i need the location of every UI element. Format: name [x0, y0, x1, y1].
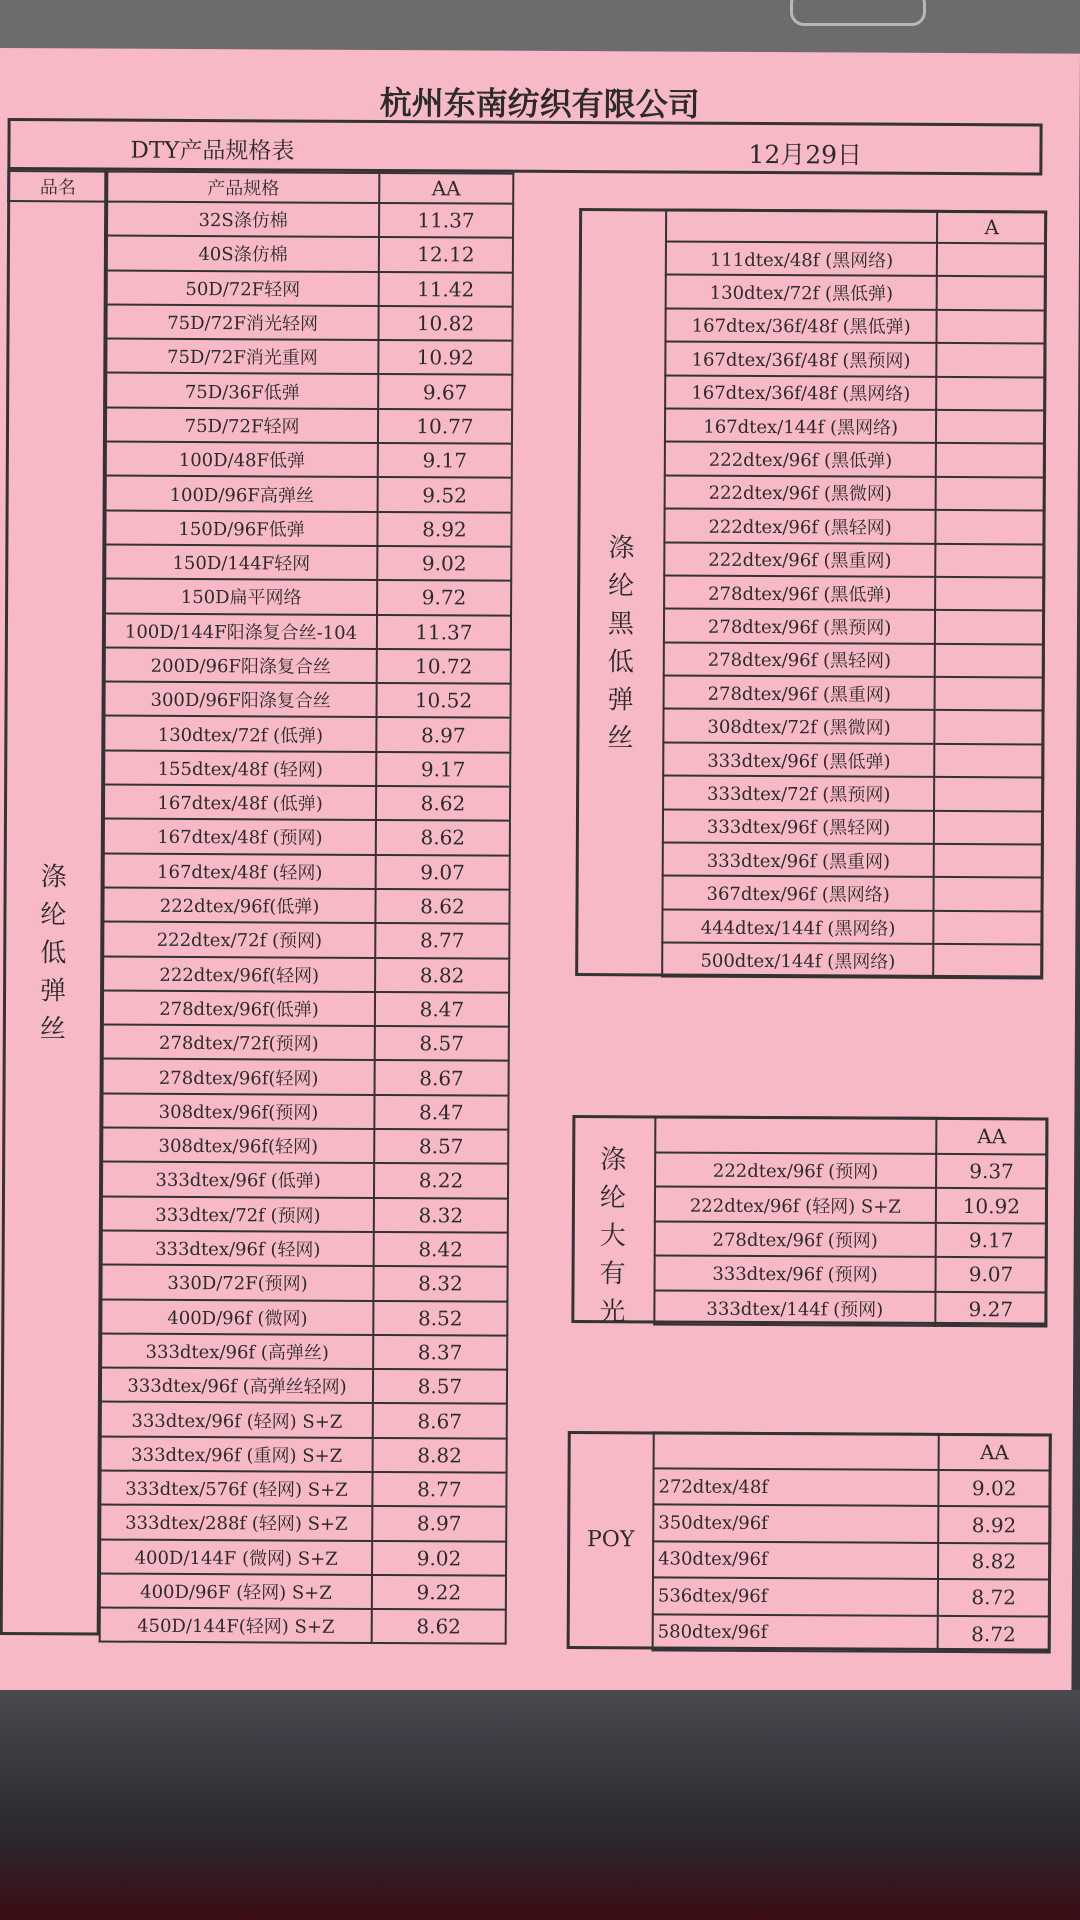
spec-cell: 300D/96F阳涤复合丝: [105, 682, 377, 718]
sheet-date: 12月29日: [748, 139, 863, 170]
price-cell: [934, 844, 1043, 878]
price-cell: 10.52: [376, 683, 510, 718]
spec-cell: 308dtex/72f (黑微网): [663, 709, 934, 744]
price-cell: [937, 276, 1046, 310]
price-cell: 8.32: [373, 1266, 507, 1301]
price-cell: 8.47: [375, 992, 509, 1027]
spec-cell: 400D/144F (微网) S+Z: [100, 1539, 372, 1575]
spec-cell: 150D/96F低弹: [106, 510, 378, 546]
sheet-title: DTY产品规格表: [130, 137, 295, 165]
table-row: [663, 809, 1043, 844]
spec-cell: 222dtex/96f (轻网) S+Z: [655, 1187, 936, 1223]
spec-cell: 450D/144F(轻网) S+Z: [100, 1608, 372, 1644]
price-cell: 8.72: [937, 1579, 1050, 1616]
table-row: [655, 1187, 1047, 1223]
spec-cell: 400D/96f (微网): [102, 1299, 374, 1335]
price-cell: 8.32: [374, 1198, 508, 1233]
spec-cell: 167dtex/48f (预网): [104, 819, 376, 855]
price-cell: 8.82: [375, 958, 509, 993]
spec-cell: 130dtex/72f (低弹): [105, 716, 377, 752]
table-row: [666, 241, 1046, 276]
spec-cell: 167dtex/36f/48f (黑预网): [665, 342, 936, 377]
price-cell: [935, 710, 1044, 744]
price-cell: 10.92: [936, 1188, 1047, 1223]
price-cell: 9.02: [377, 546, 511, 581]
price-cell: 8.62: [371, 1609, 505, 1644]
spec-cell: 222dtex/96f (黑轻网): [664, 509, 935, 544]
table-row: [664, 509, 1044, 544]
spec-cell: 75D/72F消光重网: [107, 339, 379, 375]
spec-cell: 150D扁平网络: [105, 579, 377, 615]
price-cell: [937, 310, 1046, 344]
spec-cell: 333dtex/96f (高弹丝): [101, 1333, 373, 1369]
price-cell: 8.82: [938, 1543, 1051, 1580]
spec-cell: 278dtex/96f (黑预网): [664, 609, 935, 644]
spec-cell: 333dtex/576f (轻网) S+Z: [101, 1471, 373, 1507]
price-cell: 10.92: [378, 340, 512, 375]
price-cell: 8.37: [373, 1335, 507, 1370]
spec-cell: 444dtex/144f (黑网络): [662, 909, 933, 944]
spec-cell: 155dtex/48f (轻网): [104, 750, 376, 786]
black-dty-table: [661, 208, 1047, 979]
spec-cell: 40S涤仿棉: [107, 236, 379, 272]
price-cell: 8.62: [375, 889, 509, 924]
spec-cell: 333dtex/96f (轻网): [102, 1230, 374, 1266]
price-cell: 8.62: [376, 820, 510, 855]
spec-cell: 308dtex/96f(预网): [103, 1093, 375, 1129]
price-cell: 8.92: [938, 1506, 1051, 1543]
price-cell: 11.42: [378, 272, 512, 307]
spec-cell: 278dtex/96f (黑重网): [664, 676, 935, 711]
price-cell: 8.47: [374, 1095, 508, 1130]
table-row: [662, 909, 1042, 944]
table-row: [664, 575, 1044, 610]
spec-cell: 308dtex/96f(轻网): [102, 1128, 374, 1164]
company-title: 杭州东南纺织有限公司: [379, 83, 700, 124]
table-row: [665, 342, 1045, 377]
spec-cell: 278dtex/96f (黑低弹): [664, 575, 935, 610]
spec-cell: 75D/36F低弹: [106, 373, 378, 409]
price-cell: [934, 877, 1043, 911]
price-cell: [936, 510, 1045, 544]
table-row: [665, 442, 1045, 477]
price-cell: 9.27: [935, 1291, 1046, 1326]
price-cell: 9.02: [372, 1541, 506, 1576]
table-row: [655, 1256, 1047, 1292]
category-label-poy: POY: [586, 1527, 635, 1553]
price-cell: 8.92: [377, 512, 511, 547]
price-cell: 11.37: [379, 203, 513, 238]
table-row: [664, 676, 1044, 711]
price-cell: [937, 243, 1046, 277]
table-row: [664, 642, 1044, 677]
spec-cell: 333dtex/96f (重网) S+Z: [101, 1436, 373, 1472]
spec-cell: 367dtex/96f (黑网络): [662, 876, 933, 911]
col-header-a: A: [937, 211, 1046, 244]
spec-cell: 222dtex/96f (黑重网): [664, 542, 935, 577]
price-cell: [934, 744, 1043, 778]
col-header-spec: [666, 209, 937, 242]
price-cell: [936, 376, 1045, 410]
table-row: [653, 1541, 1050, 1579]
table-row: [653, 1578, 1050, 1616]
price-cell: 9.02: [938, 1470, 1051, 1507]
spec-cell: 500dtex/144f (黑网络): [662, 943, 933, 978]
spec-cell: 333dtex/72f (预网): [102, 1196, 374, 1232]
spec-cell: 330D/72F(预网): [102, 1265, 374, 1301]
price-cell: [934, 811, 1043, 845]
price-cell: 9.07: [935, 1257, 1046, 1292]
table-row: [666, 275, 1046, 310]
col-header-name: 品名: [8, 171, 107, 202]
spec-cell: 167dtex/36f/48f (黑低弹): [665, 308, 936, 343]
spec-cell: 222dtex/96f (黑微网): [665, 475, 936, 510]
price-cell: 9.52: [377, 477, 511, 512]
price-cell: 8.62: [376, 786, 510, 821]
spec-cell: 278dtex/96f (黑轻网): [664, 642, 935, 677]
price-cell: [936, 443, 1045, 477]
price-cell: 10.72: [377, 649, 511, 684]
price-cell: 8.97: [376, 717, 510, 752]
spec-cell: 333dtex/144f (预网): [654, 1290, 935, 1326]
price-cell: [936, 477, 1045, 511]
table-row: [663, 843, 1043, 878]
col-header-aa: AA: [379, 173, 513, 204]
category-label-polyester-dty: 涤 纶 低 弹 丝: [39, 862, 67, 1045]
spec-cell: 32S涤仿棉: [107, 202, 379, 238]
spec-cell: 333dtex/72f (黑预网): [663, 776, 934, 811]
price-cell: 9.67: [378, 374, 512, 409]
table-row: [663, 776, 1043, 811]
price-cell: [937, 343, 1046, 377]
price-cell: 8.57: [374, 1129, 508, 1164]
table-row: [655, 1152, 1047, 1188]
price-cell: 9.17: [378, 443, 512, 478]
spec-cell: 333dtex/96f (黑轻网): [663, 809, 934, 844]
col-header-spec: 产品规格: [107, 172, 379, 203]
table-row: [664, 542, 1044, 577]
price-cell: 8.77: [375, 923, 509, 958]
price-cell: 8.67: [373, 1403, 507, 1438]
price-cell: 10.77: [378, 409, 512, 444]
category-label-black-dty: 涤 纶 黑 低 弹 丝: [607, 533, 635, 754]
price-cell: [935, 610, 1044, 644]
spec-cell: 580dtex/96f: [653, 1614, 938, 1652]
price-cell: 8.77: [372, 1472, 506, 1507]
price-cell: 11.37: [377, 615, 511, 650]
spec-cell: 350dtex/96f: [653, 1505, 938, 1543]
price-cell: 9.37: [936, 1154, 1047, 1189]
table-row: [653, 1468, 1050, 1506]
price-cell: 9.07: [375, 855, 509, 890]
spec-cell: 333dtex/96f (预网): [655, 1256, 936, 1292]
price-cell: [936, 543, 1045, 577]
price-cell: 8.22: [374, 1163, 508, 1198]
spec-cell: 150D/144F轻网: [106, 545, 378, 581]
price-cell: [935, 677, 1044, 711]
price-cell: [934, 777, 1043, 811]
price-cell: [933, 944, 1042, 978]
price-cell: 8.67: [374, 1060, 508, 1095]
table-row: [664, 609, 1044, 644]
bright-table: [653, 1115, 1048, 1327]
spec-cell: 100D/48F低弹: [106, 442, 378, 478]
table-row: [655, 1221, 1047, 1257]
spec-cell: 200D/96F阳涤复合丝: [105, 647, 377, 683]
price-cell: 8.57: [375, 1026, 509, 1061]
spec-cell: 167dtex/48f (低弹): [104, 785, 376, 821]
poy-table: [652, 1431, 1052, 1653]
price-cell: 8.57: [373, 1369, 507, 1404]
col-header-aa: AA: [938, 1434, 1051, 1471]
spec-cell: 111dtex/48f (黑网络): [666, 241, 937, 276]
spec-cell: 222dtex/96f (黑低弹): [665, 442, 936, 477]
spec-cell: 222dtex/72f (预网): [104, 922, 376, 958]
spec-cell: 333dtex/96f (轻网) S+Z: [101, 1402, 373, 1438]
spec-cell: 536dtex/96f: [653, 1578, 938, 1616]
spec-cell: 400D/96F (轻网) S+Z: [100, 1573, 372, 1609]
price-cell: 9.17: [936, 1223, 1047, 1258]
price-cell: [936, 410, 1045, 444]
price-cell: 8.52: [373, 1300, 507, 1335]
table-row: [662, 876, 1042, 911]
price-cell: 9.72: [377, 580, 511, 615]
spec-cell: 333dtex/96f (高弹丝轻网): [101, 1368, 373, 1404]
table-row: [665, 408, 1045, 443]
price-cell: 12.12: [379, 237, 513, 272]
table-row: [654, 1290, 1046, 1326]
price-cell: 10.82: [378, 306, 512, 341]
spec-cell: 75D/72F轻网: [106, 407, 378, 443]
sheet-header: [7, 118, 1042, 175]
spec-cell: 333dtex/96f (低弹): [102, 1162, 374, 1198]
col-header-spec: [654, 1432, 939, 1469]
spec-cell: 167dtex/48f (轻网): [104, 853, 376, 889]
spec-cell: 167dtex/36f/48f (黑网络): [665, 375, 936, 410]
spec-cell: 430dtex/96f: [653, 1541, 938, 1579]
spec-cell: 278dtex/96f (预网): [655, 1221, 936, 1257]
paperclip: [790, 0, 926, 26]
table-row: [663, 709, 1043, 744]
spec-cell: 222dtex/96f(轻网): [103, 956, 375, 992]
category-label-bright: 涤 纶 大 有 光: [599, 1145, 627, 1328]
price-cell: [935, 577, 1044, 611]
spec-cell: 100D/144F阳涤复合丝-104: [105, 613, 377, 649]
table-row: [653, 1614, 1050, 1652]
table-row: [653, 1505, 1050, 1543]
table-row: [665, 475, 1045, 510]
spec-cell: 278dtex/96f(低弹): [103, 990, 375, 1026]
price-cell: [935, 644, 1044, 678]
spec-cell: 278dtex/72f(预网): [103, 1025, 375, 1061]
spec-cell: 278dtex/96f(轻网): [103, 1059, 375, 1095]
spec-cell: 272dtex/48f: [653, 1468, 938, 1506]
price-sheet: [0, 48, 1080, 1696]
price-cell: 8.97: [372, 1506, 506, 1541]
spec-cell: 50D/72F轻网: [107, 270, 379, 306]
table-row: [662, 943, 1042, 978]
table-row: [665, 308, 1045, 343]
price-cell: 8.72: [937, 1615, 1050, 1652]
spec-cell: 100D/96F高弹丝: [106, 476, 378, 512]
desk-background-bottom: [0, 1690, 1080, 1920]
price-cell: 9.22: [372, 1575, 506, 1610]
price-cell: 8.42: [373, 1232, 507, 1267]
spec-cell: 130dtex/72f (黑低弹): [666, 275, 937, 310]
spec-cell: 333dtex/96f (黑低弹): [663, 742, 934, 777]
price-cell: 8.82: [372, 1438, 506, 1473]
spec-cell: 222dtex/96f (预网): [655, 1152, 936, 1188]
price-cell: [934, 911, 1043, 945]
spec-cell: 222dtex/96f(低弹): [104, 887, 376, 923]
spec-cell: 333dtex/96f (黑重网): [663, 843, 934, 878]
spec-cell: 167dtex/144f (黑网络): [665, 408, 936, 443]
table-row: [665, 375, 1045, 410]
col-header-aa: AA: [936, 1118, 1047, 1155]
table-row: [663, 742, 1043, 777]
col-header-spec: [655, 1116, 936, 1153]
price-cell: 9.17: [376, 752, 510, 787]
spec-cell: 75D/72F消光轻网: [107, 304, 379, 340]
spec-cell: 333dtex/288f (轻网) S+Z: [100, 1505, 372, 1541]
